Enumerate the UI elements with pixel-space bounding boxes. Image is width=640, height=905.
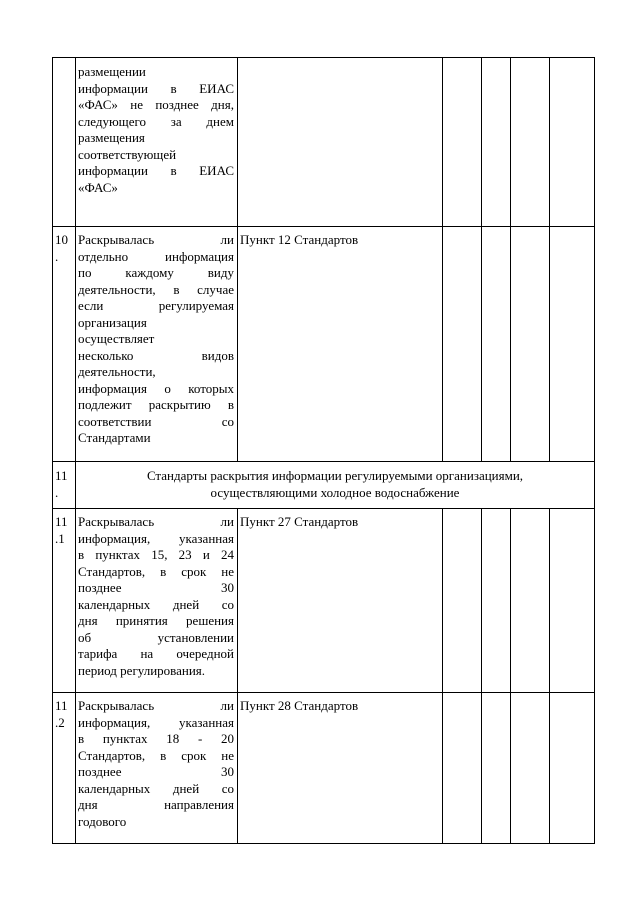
question-line: осуществляет <box>78 331 155 346</box>
item-number <box>55 468 75 501</box>
question-line: несколько видов <box>78 347 234 363</box>
question-line: если регулируемая <box>78 298 234 313</box>
question-line: Стандартов, в срок не <box>78 563 234 579</box>
question-line: размещении <box>78 64 146 79</box>
row-divider <box>52 843 595 844</box>
question-line: информация, указанная <box>78 530 234 546</box>
question-cell <box>78 514 234 679</box>
question-line: годового <box>78 813 127 829</box>
question-line: тарифа на очередной <box>78 646 234 661</box>
column-divider <box>510 57 511 462</box>
question-cell <box>78 64 234 196</box>
column-divider <box>237 57 238 462</box>
column-divider <box>442 508 443 844</box>
column-divider <box>549 508 550 844</box>
question-line: календарных дней со <box>78 780 234 796</box>
column-divider <box>442 57 443 462</box>
text-line: .1 <box>55 530 65 546</box>
question-line: информации в ЕИАС <box>78 80 234 96</box>
question-line: по каждому виду <box>78 265 234 280</box>
reference-cell: Пункт 28 Стандартов <box>240 698 359 713</box>
column-divider <box>510 508 511 844</box>
question-line: размещения <box>78 130 145 145</box>
column-divider <box>594 57 595 844</box>
question-line: соответствующей <box>78 146 177 162</box>
question-line: «ФАС» не позднее дня, <box>78 97 234 112</box>
text-line: . <box>55 248 59 264</box>
text-line: Стандарты раскрытия информации регулируемыми организациями, <box>146 468 524 483</box>
question-cell <box>78 698 234 830</box>
column-divider <box>549 57 550 462</box>
question-line: подлежит раскрытию в <box>78 397 234 412</box>
question-line: информация о которых <box>78 380 234 396</box>
item-number <box>55 698 75 731</box>
row-divider <box>52 57 595 58</box>
reference-cell: Пункт 27 Стандартов <box>240 514 359 529</box>
question-line: период регулирования. <box>78 662 206 678</box>
question-line: информация, указанная <box>78 714 234 730</box>
text-line: 11 <box>55 468 68 483</box>
text-line: 11 <box>55 698 68 713</box>
question-line: в пунктах 18 - 20 <box>78 731 234 746</box>
item-number <box>55 514 75 547</box>
column-divider <box>481 508 482 844</box>
question-line: дня направления <box>78 797 234 812</box>
question-line: Раскрывалась ли <box>78 698 234 713</box>
row-divider <box>52 692 595 693</box>
question-line: соответствии со <box>78 413 234 429</box>
question-line: Стандартов, в срок не <box>78 747 234 763</box>
column-divider <box>481 57 482 462</box>
reference-cell: Пункт 12 Стандартов <box>240 232 359 247</box>
question-line: деятельности, в случае <box>78 281 234 297</box>
question-line: об установлении <box>78 629 234 645</box>
question-line: календарных дней со <box>78 596 234 612</box>
column-divider <box>75 57 76 844</box>
question-line: позднее 30 <box>78 580 234 595</box>
question-line: деятельности, <box>78 364 156 379</box>
question-line: дня принятия решения <box>78 613 234 628</box>
item-number <box>55 232 75 265</box>
text-line: осуществляющими холодное водоснабжение <box>210 484 460 500</box>
text-line: 10 <box>55 232 68 247</box>
question-line: отдельно информация <box>78 248 234 264</box>
row-divider <box>52 461 595 462</box>
question-line: позднее 30 <box>78 764 234 779</box>
question-line: «ФАС» <box>78 179 118 195</box>
question-line: Стандартами <box>78 430 151 445</box>
column-divider <box>237 508 238 844</box>
column-divider <box>52 57 53 844</box>
text-line: 11 <box>55 514 68 529</box>
question-line: следующего за днем <box>78 113 234 129</box>
text-line: . <box>55 484 59 500</box>
section-header <box>78 468 592 501</box>
question-line: в пунктах 15, 23 и 24 <box>78 547 234 562</box>
question-line: информации в ЕИАС <box>78 163 234 178</box>
row-divider <box>52 226 595 227</box>
question-line: Раскрывалась ли <box>78 514 234 529</box>
text-line: .2 <box>55 714 65 730</box>
row-divider <box>52 508 595 509</box>
question-cell <box>78 232 234 447</box>
question-line: организация <box>78 314 147 330</box>
question-line: Раскрывалась ли <box>78 232 234 247</box>
